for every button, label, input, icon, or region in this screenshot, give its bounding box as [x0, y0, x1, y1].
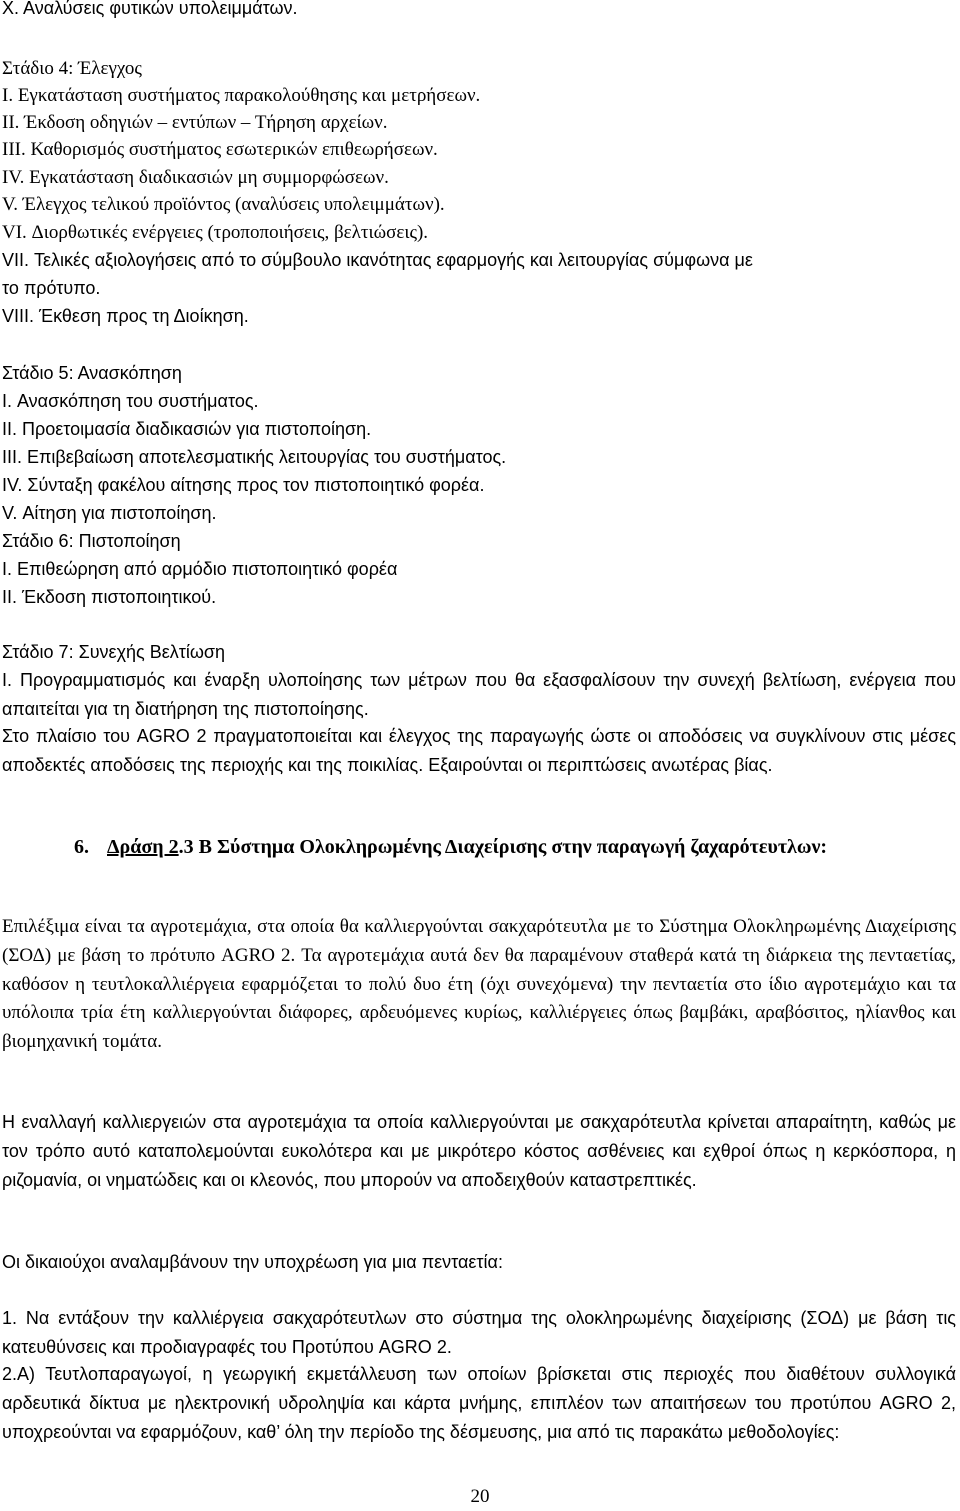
paragraph-obligations: Οι δικαιούχοι αναλαμβάνουν την υποχρέωση για μια πενταετία:: [2, 1252, 503, 1272]
paragraph-eligible-parcels: Επιλέξιμα είναι τα αγροτεμάχια, στα οποία θα καλλιεργούνται σακχαρότευτλα με το Σύστημα Ολοκληρωμένης Διαχείρισης (ΣΟΔ) με βάση το πρότυπο AGRO 2. Τα αγροτεμάχια αυτά δεν θα παραμένουν σταθερά κατά τη διάρκεια της πενταετίας, καθόσον η τευτλοκαλλιέργεια εφαρμόζεται το πολύ δυο έτη (όχι συνεχόμενα) την πενταετία στο ίδιο αγροτεμάχιο και τα υπόλοιπα τρία έτη καλλιεργούνται διάφορες, αρδευόμενες κυρίως, καλλιέργειες όπως βαμβάκι, αραβόσιτος, ηλίανθος και βιομηχανική τομάτα.: [2, 916, 956, 1053]
stage5-item: III. Επιβεβαίωση αποτελεσματικής λειτουργίας του συστήματος.: [2, 447, 507, 467]
stage5-item: I. Ανασκόπηση του συστήματος.: [2, 391, 259, 411]
stage6-item: I. Επιθεώρηση από αρμόδιο πιστοποιητικό φορέα: [2, 559, 398, 579]
stage6-item: II. Έκδοση πιστοποιητικού.: [2, 587, 217, 607]
stage7-paragraph: Στο πλαίσιο του AGRO 2 πραγματοποιείται και έλεγχος της παραγωγής ώστε οι αποδόσεις να συγκλίνουν στις μέσες αποδεκτές αποδόσεις της περιοχής και της ποικιλίας. Εξαιρούνται οι περιπτώσεις ανωτέρας βίας.: [2, 726, 956, 775]
paragraph-crop-rotation: Η εναλλαγή καλλιεργειών στα αγροτεμάχια τα οποία καλλιεργούνται με σακχαρότευτλα κρίνεται απαραίτητη, καθώς με τον τρόπο αυτό καταπολεμούνται ευκολότερα και με μικρότερο κόστος ασθένειες και εχθροί όπως η κερκόσπορα, η ριζομανία, οι νηματώδεις και οι κλεονός, που μπορούν να αποδειχθούν καταστρεπτικές.: [2, 1112, 956, 1190]
stage7-title: Στάδιο 7: Συνεχής Βελτίωση: [2, 642, 226, 662]
stage4-item: VIII. Έκθεση προς τη Διοίκηση.: [2, 306, 249, 326]
stage4-item: III. Καθορισμός συστήματος εσωτερικών επιθεωρήσεων.: [2, 139, 438, 160]
stage5-item: IV. Σύνταξη φακέλου αίτησης προς τον πιστοποιητικό φορέα.: [2, 475, 485, 495]
stage4-title: Στάδιο 4: Έλεγχος: [2, 58, 142, 79]
obligation-item-1: 1. Να εντάξουν την καλλιέργεια σακχαρότευτλων στο σύστημα της ολοκληρωμένης διαχείρισης (ΣΟΔ) με βάση τις κατευθύνσεις και προδιαγραφές του Προτύπου AGRO 2.: [2, 1308, 956, 1357]
stage4-item: IV. Εγκατάσταση διαδικασιών μη συμμορφώσεων.: [2, 167, 389, 188]
obligation-item-2a: 2.Α) Τευτλοπαραγωγοί, η γεωργική εκμετάλλευση των οποίων βρίσκεται στις περιοχές που διαθέτουν συλλογικά αρδευτικά δίκτυα με ηλεκτρονική υδροληψία και κάρτα μνήμης, επιπλέον των απαιτήσεων του προτύπου AGRO 2, υποχρεούνται να εφαρμόζουν, καθ’ όλη την περίοδο της δέσμευσης, μια από τις παρακάτω μεθοδολογίες:: [2, 1364, 956, 1442]
stage5-item: II. Προετοιμασία διαδικασιών για πιστοποίηση.: [2, 419, 372, 439]
analysis-line: Χ. Αναλύσεις φυτικών υπολειμμάτων.: [2, 0, 298, 18]
stage5-item: V. Αίτηση για πιστοποίηση.: [2, 503, 217, 523]
stage4-item-continued: το πρότυπο.: [2, 278, 101, 298]
stage6-title: Στάδιο 6: Πιστοποίηση: [2, 531, 181, 551]
stage4-item: II. Έκδοση οδηγιών – εντύπων – Τήρηση αρχείων.: [2, 112, 388, 133]
stage5-title: Στάδιο 5: Ανασκόπηση: [2, 363, 182, 383]
page-number: 20: [470, 1486, 490, 1507]
stage4-item: I. Εγκατάσταση συστήματος παρακολούθησης και μετρήσεων.: [2, 85, 481, 106]
stage4-item: VII. Τελικές αξιολογήσεις από το σύμβουλο ικανότητας εφαρμογής και λειτουργίας σύμφωνα με: [2, 250, 753, 270]
stage4-item: V. Έλεγχος τελικού προϊόντος (αναλύσεις υπολειμμάτων).: [2, 194, 445, 215]
section-title-rest: .3 Β Σύστημα Ολοκληρωμένης Διαχείρισης στην παραγωγή ζαχαρότευτλων:: [178, 836, 828, 858]
section-title-underlined: Δράση 2: [107, 836, 179, 858]
section-heading: [74, 832, 867, 862]
section-number: 6.: [74, 836, 89, 858]
stage4-item: VI. Διορθωτικές ενέργειες (τροποποιήσεις, βελτιώσεις).: [2, 222, 429, 243]
stage7-item: I. Προγραμματισμός και έναρξη υλοποίησης των μέτρων που θα εξασφαλίσουν την συνεχή βελτίωση, ενέργεια που απαιτείται για τη διατήρηση της πιστοποίησης.: [2, 670, 956, 719]
